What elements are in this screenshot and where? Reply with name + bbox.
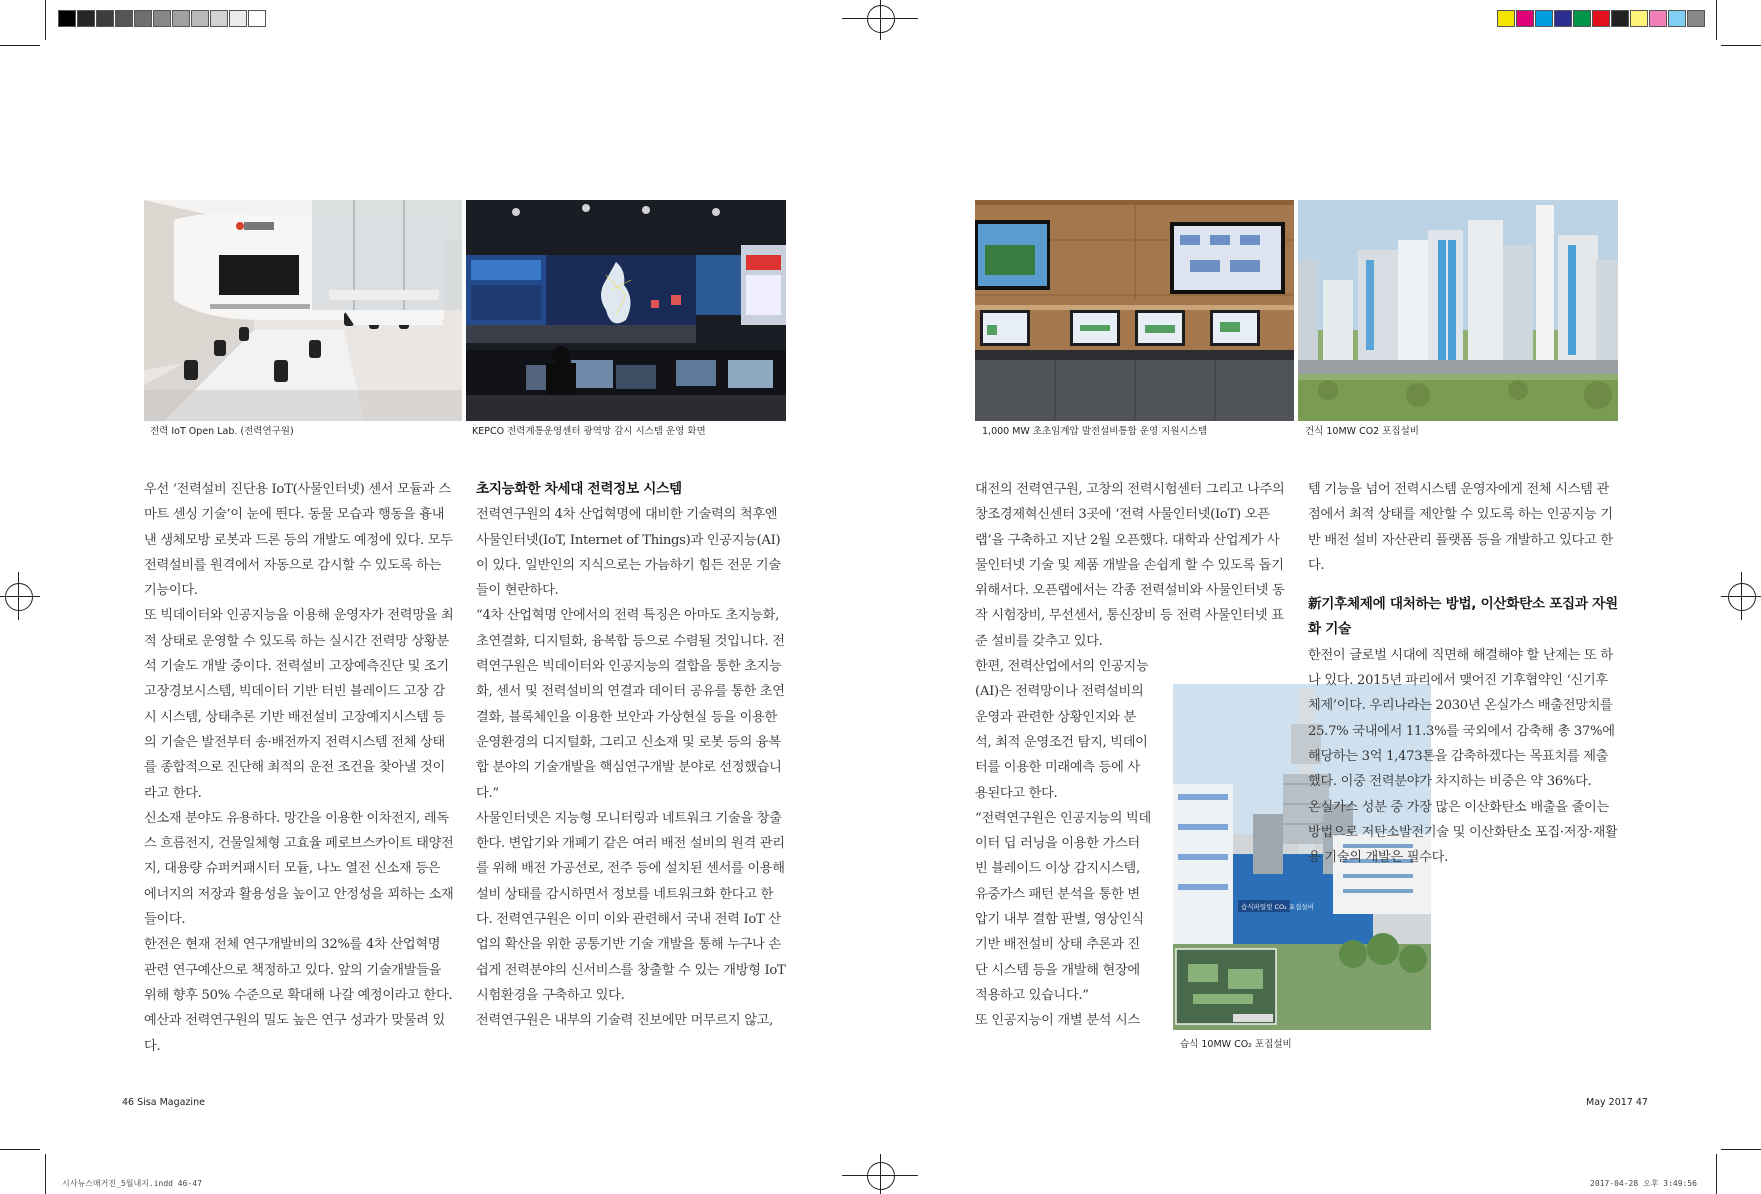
gray-swatch (191, 10, 209, 27)
photo-caption-control-center: KEPCO 전력계통운영센터 광역망 감시 시스템 운영 화면 (472, 426, 706, 437)
color-swatch (1649, 10, 1667, 27)
color-swatch (1554, 10, 1572, 27)
paragraph: 신소재 분야도 유용하다. 망간을 이용한 이차전지, 레독스 흐름전지, 건물일체형 고효율 페로브스카이트 태양전지, 대용량 슈퍼커패시터 모듈, 나노 열전 신소재 등은 에너지의 저장과 활용성을 높이고 안정성을 꾀하는 소재들이다. (144, 810, 454, 928)
paragraph: 대전의 전력연구원, 고창의 전력시험센터 그리고 나주의 창조경제혁신센터 3곳에 ‘전력 사물인터넷(IoT) 오픈랩’을 구축하고 지난 2월 오픈했다. 대학과 산업계가 사물인터넷 기술 및 제품 개발을 손쉽게 할 수 있도록 돕기 위해서다. 오픈랩에서는 각종 전력설비와 사물인터넷 동작 시험장비, 무선센서, 통신장비 등 전력 사물인터넷 표준 설비를 갖추고 있다. (975, 482, 1285, 649)
left-page-column-2 (476, 477, 786, 1034)
paragraph: 템 기능을 넘어 전력시스템 운영자에게 전체 시스템 관점에서 최적 상태를 제안할 수 있도록 하는 인공지능 기반 배전 설비 자산관리 플랫폼 등을 개발하고 있다고 한다. (1308, 482, 1613, 573)
grayscale-color-bar (58, 10, 267, 27)
paragraph: “전력연구원은 인공지능의 빅데이터 딥 러닝을 이용한 가스터빈 블레이드 이상 감지시스템, 유중가스 패턴 분석을 통한 변압기 내부 결함 판별, 영상인식 기반 배전설비 상태 추론과 진단 시스템 등을 개발해 현장에 적용하고 있습니다.” (975, 810, 1151, 1003)
gray-swatch (77, 10, 95, 27)
paragraph: 한전이 글로벌 시대에 직면해 해결해야 할 난제는 또 하나 있다. 2015년 파리에서 맺어진 기후협약인 ‘신기후체제’이다. 우리나라는 2030년 온실가스 배출전망치를 25.7% 국내에서 11.3%를 국외에서 감축해 총 37%에 해당하는 3억 1,473톤을 감축하겠다는 목표치를 제출했다. 이중 전력분야가 차지하는 비중은 약 36%다. (1308, 647, 1615, 790)
left-page-column-1 (144, 477, 454, 1059)
color-swatch (1497, 10, 1515, 27)
photo-dry-co2-capture-facility (1298, 200, 1618, 421)
color-swatch (1630, 10, 1648, 27)
photo-caption-dry-co2: 건식 10MW CO2 포집설비 (1305, 426, 1419, 437)
photo-caption-iot-lab: 전력 IoT Open Lab. (전력연구원) (150, 426, 294, 437)
paragraph: “4차 산업혁명 안에서의 전력 특징은 아마도 초지능화, 초연결화, 디지털화, 융복합 등으로 수렴될 것입니다. 전력연구원은 빅데이터와 인공지능의 결합을 통한 초지능화, 센서 및 전력설비의 연결과 데이터 공유를 통한 초연결화, 블록체인을 이용한 보안과 가상현실 등을 이용한 운영환경의 디지털화, 그리고 신소재 및 로봇 등의 융복합 분야의 기술개발을 핵심연구개발 분야로 선정했습니다.” (476, 608, 785, 801)
color-swatch (1668, 10, 1686, 27)
gray-swatch (248, 10, 266, 27)
gray-swatch (134, 10, 152, 27)
paragraph: 또 인공지능이 개별 분석 시스 (975, 1013, 1140, 1029)
gray-swatch (172, 10, 190, 27)
paragraph: 우선 ‘전력설비 진단용 IoT(사물인터넷) 센서 모듈과 스마트 센싱 기술’이 눈에 띈다. 동물 모습과 행동을 흉내 낸 생체모방 로봇과 드론 등의 개발도 예정에 있다. 모두 전력설비를 원격에서 자동으로 감시할 수 있도록 하는 기능이다. (144, 482, 453, 599)
photo-caption-monitoring-system: 1,000 MW 초초임계압 발전설비통합 운영 지원시스템 (982, 426, 1208, 437)
gray-swatch (210, 10, 228, 27)
page-footer-right: May 2017 47 (1586, 1097, 1648, 1108)
paragraph: 한편, 전력산업에서의 인공지능(AI)은 전력망이나 전력설비의 운영과 관련한 상황인지와 분석, 최적 운영조건 탐지, 빅데이터를 이용한 미래예측 등에 사용된다고 한다. (975, 659, 1149, 801)
section-heading: 초지능화한 차세대 전력정보 시스템 (476, 481, 682, 497)
photo-plant-monitoring-system (975, 200, 1294, 421)
file-slug: 시사뉴스매거진_5월내지.indd 46-47 (62, 1179, 202, 1188)
paragraph: 온실가스 성분 중 가장 많은 이산화탄소 배출을 줄이는 방법으로 저탄소발전기술 및 이산화탄소 포집·저장·재활용 기술의 개발은 필수다. (1308, 799, 1618, 866)
paragraph: 한전은 현재 전체 연구개발비의 32%를 4차 산업혁명 관련 연구예산으로 책정하고 있다. 앞의 기술개발들을 위해 향후 50% 수준으로 확대해 나갈 예정이라고 한다. 예산과 전력연구원의 밀도 높은 연구 성과가 맞물려 있다. (144, 937, 453, 1054)
color-swatch (1687, 10, 1705, 27)
photo-control-center (466, 200, 786, 421)
process-color-bar (1497, 10, 1706, 27)
color-swatch (1535, 10, 1553, 27)
photo-iot-open-lab (144, 200, 462, 421)
gray-swatch (229, 10, 247, 27)
right-page-column-1 (975, 477, 1285, 1034)
paragraph: 또 빅데이터와 인공지능을 이용해 운영자가 전력망을 최적 상태로 운영할 수 있도록 하는 실시간 전력망 상황분석 기술도 개발 중이다. 전력설비 고장예측진단 및 조기 고장경보시스템, 빅데이터 기반 터빈 블레이드 고장 감시 시스템, 상태추론 기반 배전설비 고장예지시스템 등의 기술은 발전부터 송·배전까지 전력시스템 전체 상태를 종합적으로 진단해 최적의 운전 조건을 찾아낼 것이라고 한다. (144, 608, 454, 801)
gray-swatch (115, 10, 133, 27)
right-page-column-2 (1308, 477, 1618, 870)
color-swatch (1573, 10, 1591, 27)
gray-swatch (58, 10, 76, 27)
photo-caption-wet-co2: 습식 10MW CO₂ 포집설비 (1180, 1039, 1292, 1050)
paragraph: 사물인터넷은 지능형 모니터링과 네트워크 기술을 창출한다. 변압기와 개폐기 같은 여러 배전 설비의 원격 관리를 위해 배전 가공선로, 전주 등에 설치된 센서를 이용해 설비 상태를 감시하면서 정보를 네트워크화 한다고 한다. 전력연구원은 이미 이와 관련해서 국내 전력 IoT 산업의 확산을 위한 공통기반 기술 개발을 통해 누구나 손쉽게 전력분야의 신서비스를 창출할 수 있는 개방형 IoT 시험환경을 구축하고 있다. (476, 810, 786, 1003)
photo-wrap-space (1165, 654, 1285, 1014)
paragraph: 전력연구원의 4차 산업혁명에 대비한 기술력의 척후엔 사물인터넷(IoT, Internet of Things)과 인공지능(AI)이 있다. 일반인의 지식으로는 가늠하기 힘든 전문 기술들이 현란하다. (476, 507, 781, 599)
paragraph: 전력연구원은 내부의 기술력 진보에만 머무르지 않고, (476, 1013, 774, 1029)
plant-sign-text: 습식파일럿 CO₂ 포집설비 (1241, 903, 1314, 911)
color-swatch (1611, 10, 1629, 27)
page-footer-left: 46 Sisa Magazine (122, 1097, 205, 1108)
gray-swatch (153, 10, 171, 27)
section-heading: 新기후체제에 대처하는 방법, 이산화탄소 포집과 자원화 기술 (1308, 596, 1618, 638)
color-swatch (1516, 10, 1534, 27)
timestamp-slug: 2017-04-28 오후 3:49:56 (1590, 1179, 1697, 1188)
color-swatch (1592, 10, 1610, 27)
gray-swatch (96, 10, 114, 27)
